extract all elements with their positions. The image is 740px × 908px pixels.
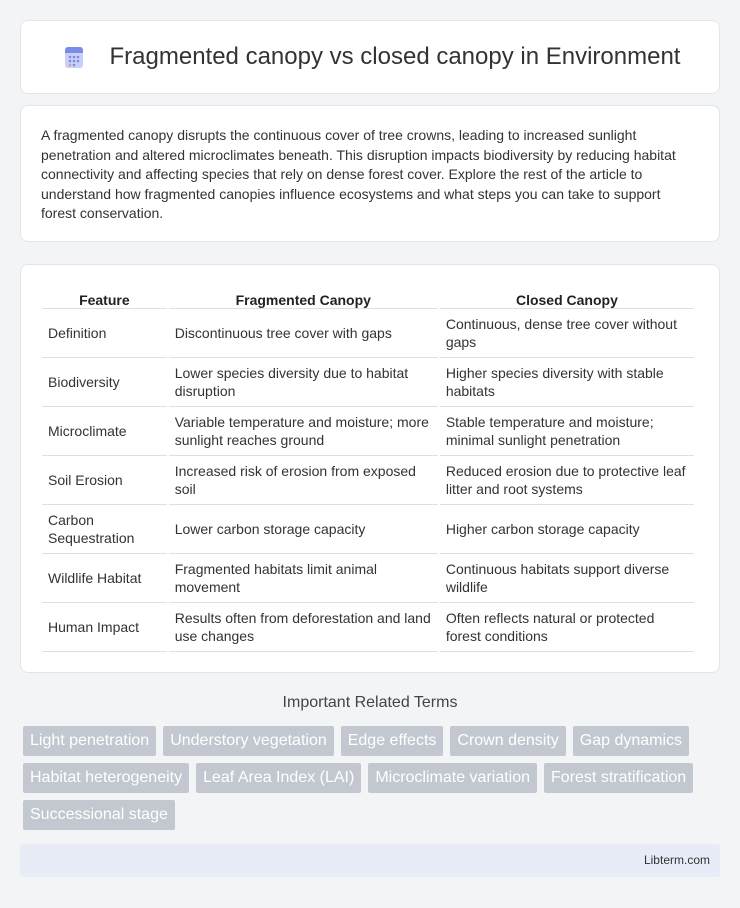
term-tag[interactable]: Edge effects [341,726,444,756]
fragmented-cell: Results often from deforestation and land use changes [169,603,438,652]
comparison-table-card [20,264,720,673]
document-icon [60,43,88,71]
related-terms-title: Important Related Terms [282,694,458,711]
related-terms-list [23,726,723,830]
fragmented-cell: Increased risk of erosion from exposed soil [169,456,438,505]
table-row [42,505,694,554]
fragmented-cell: Variable temperature and moisture; more sunlight reaches ground [169,407,438,456]
term-tag[interactable]: Forest stratification [544,763,693,793]
feature-cell: Definition [42,309,167,358]
closed-cell: Higher species diversity with stable habitats [440,358,694,407]
table-header-row [42,285,694,309]
fragmented-cell: Discontinuous tree cover with gaps [169,309,438,358]
header-closed-canopy: Closed Canopy [440,285,694,309]
closed-cell: Stable temperature and moisture; minimal sunlight penetration [440,407,694,456]
term-tag[interactable]: Gap dynamics [573,726,689,756]
footer [20,844,720,877]
table-row [42,554,694,603]
feature-cell: Biodiversity [42,358,167,407]
term-tag[interactable]: Microclimate variation [368,763,537,793]
term-tag[interactable]: Understory vegetation [163,726,334,756]
header-feature: Feature [42,285,167,309]
feature-cell: Human Impact [42,603,167,652]
fragmented-cell: Fragmented habitats limit animal movement [169,554,438,603]
feature-cell: Carbon Sequestration [42,505,167,554]
closed-cell: Continuous habitats support diverse wildlife [440,554,694,603]
intro-card [20,105,720,242]
feature-cell: Soil Erosion [42,456,167,505]
term-tag[interactable]: Light penetration [23,726,156,756]
comparison-table [40,285,696,652]
term-tag[interactable]: Habitat heterogeneity [23,763,189,793]
intro-paragraph: A fragmented canopy disrupts the continuous cover of tree crowns, leading to increased sunlight penetration and altered microclimates beneath. This disruption impacts biodiversity by reducing habitat connectivity and affecting species that rely on dense forest cover. Explore the rest of the article to understand how fragmented canopies influence ecosystems and what steps you can take to support forest conservation. [41,127,676,222]
closed-cell: Higher carbon storage capacity [440,505,694,554]
closed-cell: Often reflects natural or protected forest conditions [440,603,694,652]
feature-cell: Microclimate [42,407,167,456]
table-row [42,309,694,358]
header-card [20,20,720,94]
term-tag[interactable]: Leaf Area Index (LAI) [196,763,361,793]
table-row [42,603,694,652]
footer-site-link[interactable]: Libterm.com [643,853,710,867]
page-title: Fragmented canopy vs closed canopy in Environment [109,43,681,70]
header-fragmented-canopy: Fragmented Canopy [169,285,438,309]
term-tag[interactable]: Successional stage [23,800,175,830]
term-tag[interactable]: Crown density [450,726,565,756]
fragmented-cell: Lower carbon storage capacity [169,505,438,554]
closed-cell: Continuous, dense tree cover without gaps [440,309,694,358]
table-row [42,358,694,407]
fragmented-cell: Lower species diversity due to habitat disruption [169,358,438,407]
table-row [42,456,694,505]
feature-cell: Wildlife Habitat [42,554,167,603]
table-row [42,407,694,456]
closed-cell: Reduced erosion due to protective leaf litter and root systems [440,456,694,505]
